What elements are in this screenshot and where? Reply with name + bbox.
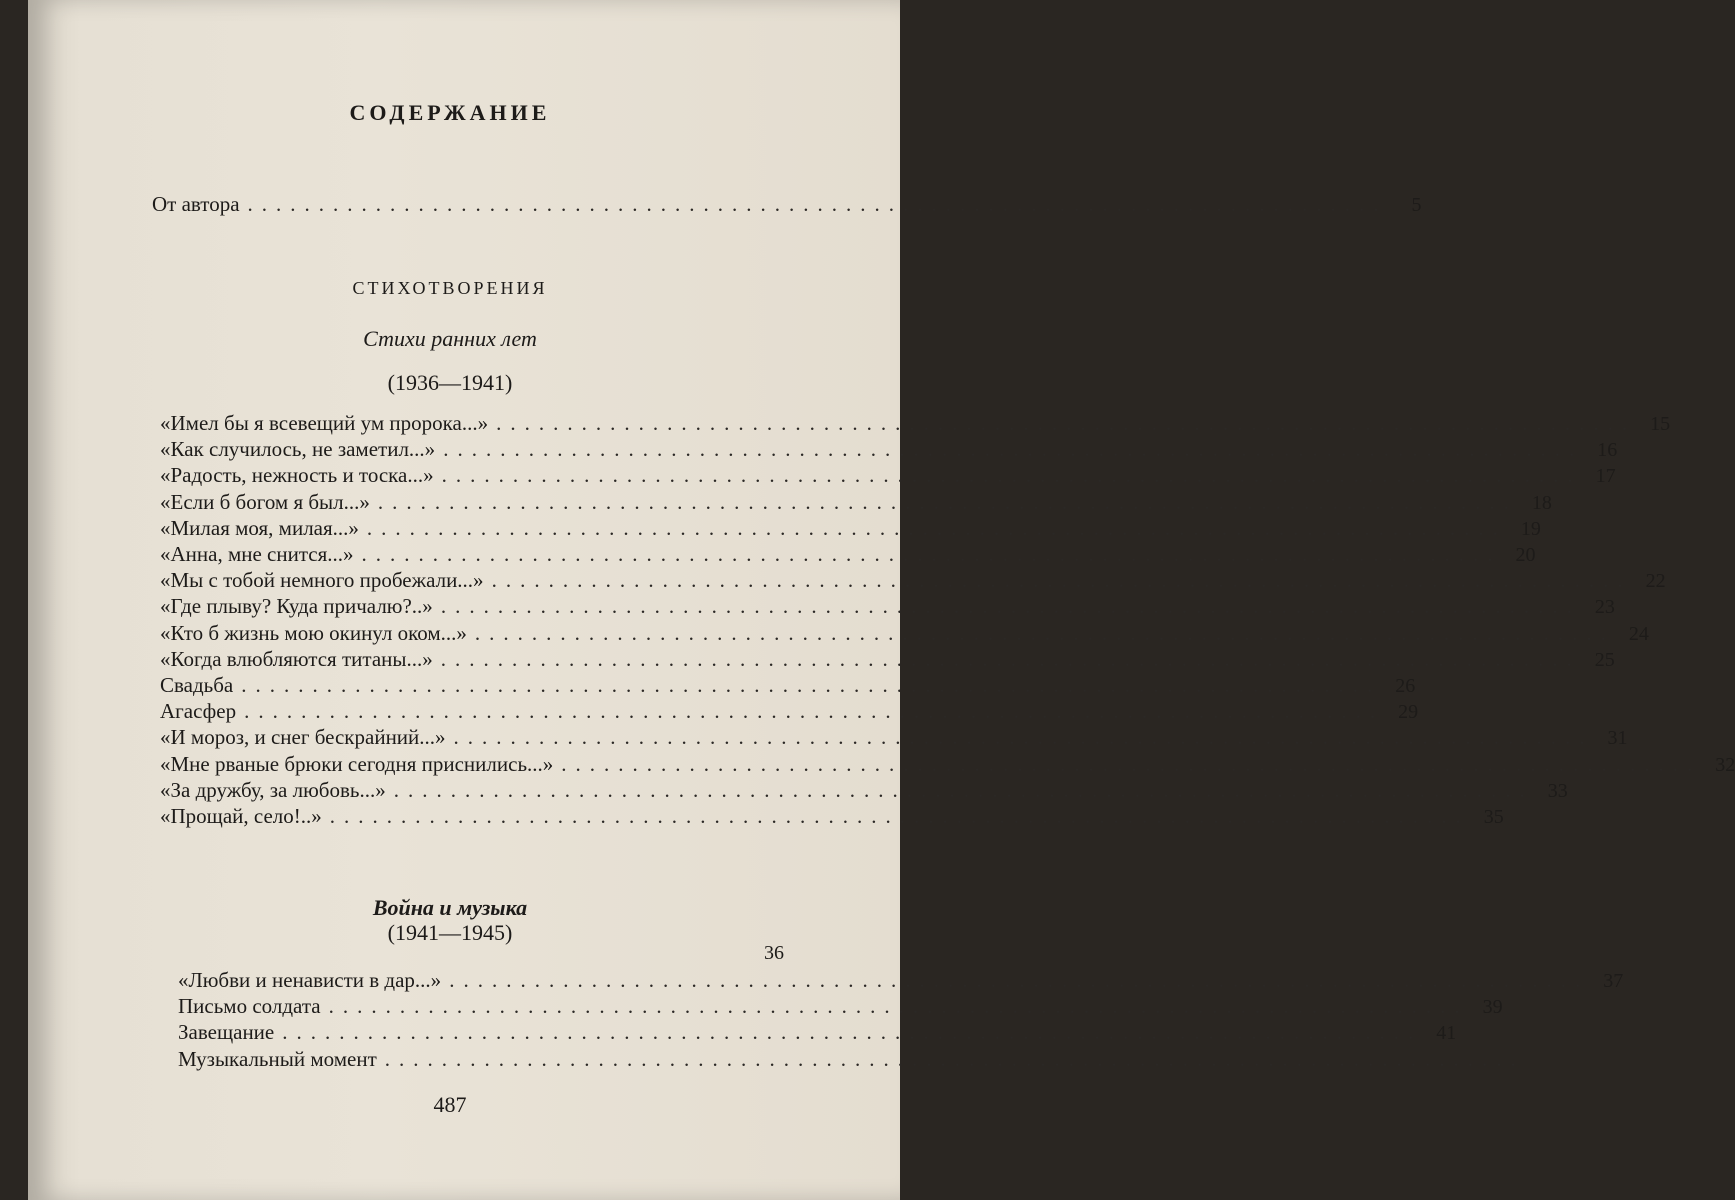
subsection-heading: Стихи ранних лет (363, 326, 537, 351)
toc-entry (160, 777, 1568, 804)
leader-dots: ................................................................................ (474, 620, 1615, 645)
entry-page: 29 (1398, 701, 1419, 724)
toc-entry (178, 1020, 1457, 1046)
entry-label: Свадьба (160, 673, 234, 697)
toc-entry (160, 542, 1536, 568)
entry-page: 35 (1483, 806, 1504, 828)
entry-label: «Имел бы я всевещий ум пророка...» (160, 411, 489, 435)
leader-dots: ................................................................................ (561, 751, 1702, 776)
leader-dots: ................................................................................ (247, 192, 1388, 216)
leader-dots: ................................................................................ (453, 725, 1594, 750)
toc-entry (160, 515, 1541, 542)
entry-page: 19 (1520, 517, 1541, 540)
leader-dots: ................................................................................ (329, 804, 1470, 828)
leader-dots: ................................................................................ (441, 463, 1582, 488)
leader-dots: ................................................................................ (241, 673, 1382, 697)
entry-label: «Милая моя, милая...» (160, 515, 359, 540)
entry-page: 39 (1482, 996, 1503, 1019)
entry-label: «Как случилось, не заметил...» (160, 437, 436, 462)
leader-dots: ................................................................................ (377, 489, 1518, 514)
stray-page-number (760, 942, 784, 968)
entry-page: 15 (1650, 413, 1671, 435)
subsection-years: (1936—1941) (387, 370, 513, 395)
toc-entry (160, 463, 1616, 489)
toc-entry (178, 1046, 1525, 1073)
toc-entry (178, 994, 1503, 1020)
toc-entry (160, 673, 1416, 699)
entry-label: «Мне рваные брюки сегодня приснились...» (160, 751, 554, 776)
entry-label: «Любви и ненависти в дар...» (178, 968, 442, 992)
entry-label: Агасфер (160, 699, 237, 724)
leader-dots: ................................................................................ (361, 542, 1502, 566)
entry-page: 36 (764, 942, 784, 964)
leader-dots: ................................................................................ (440, 594, 1581, 619)
leader-dots: ................................................................................ (449, 968, 1590, 992)
toc-title: СОДЕРЖАНИЕ (349, 100, 551, 125)
entry-page: 22 (1645, 570, 1666, 593)
entry-page: 20 (1515, 544, 1536, 566)
page-number: 487 (433, 1092, 467, 1117)
toc-entry (160, 568, 1666, 594)
leader-dots: ................................................................................ (491, 568, 1632, 593)
entry-page: 25 (1594, 648, 1615, 671)
entry-page: 37 (1603, 970, 1624, 992)
entry-label: От автора (152, 192, 240, 216)
leader-dots: ................................................................................ (496, 411, 1637, 435)
subsection-heading: Война и музыка (372, 895, 528, 920)
entry-label: «Где плыву? Куда причалю?..» (160, 594, 433, 619)
entry-page: 24 (1628, 622, 1649, 645)
entry-label: «Кто б жизнь мою окинул оком...» (160, 620, 467, 645)
entry-label: «Радость, нежность и тоска...» (160, 463, 434, 488)
leader-dots: ................................................................................ (328, 994, 1469, 1019)
toc-entry (160, 699, 1419, 725)
entry-page: 16 (1597, 439, 1618, 462)
toc-entry (178, 968, 1624, 994)
entry-label: «И мороз, и снег бескрайний...» (160, 725, 446, 750)
entry-page: 5 (1411, 194, 1422, 216)
toc-entry (160, 725, 1628, 751)
toc-entry (160, 646, 1615, 673)
entry-page: 18 (1531, 491, 1552, 514)
entry-page: 32 (1715, 753, 1735, 776)
toc-entry (160, 620, 1649, 647)
entry-page: 41 (1436, 1022, 1457, 1045)
entry-page: 17 (1595, 465, 1616, 488)
entry-label: «Если б богом я был...» (160, 489, 370, 514)
entry-label: «Когда влюбляются титаны...» (160, 646, 433, 671)
leader-dots: ................................................................................ (384, 1046, 1525, 1071)
leader-dots: ................................................................................ (443, 437, 1584, 462)
leader-dots: ................................................................................ (393, 777, 1534, 802)
entry-page: 23 (1594, 596, 1615, 619)
toc-entry (160, 411, 1671, 437)
entry-label: «Прощай, село!..» (160, 804, 322, 828)
toc-entry (160, 751, 1735, 778)
entry-label: Завещание (178, 1020, 275, 1045)
leader-dots: ................................................................................ (440, 646, 1581, 671)
toc-entry-from-author (152, 192, 1422, 218)
toc-entry (160, 489, 1552, 516)
entry-page: 33 (1547, 779, 1568, 802)
toc-entry (160, 804, 1504, 830)
entry-label: «За дружбу, за любовь...» (160, 777, 386, 802)
leader-dots: ................................................................................ (244, 699, 1385, 724)
subsection-years: (1941—1945) (387, 920, 513, 945)
toc-entry (160, 437, 1618, 463)
entry-page: 31 (1607, 727, 1628, 750)
entry-label: «Мы с тобой немного пробежали...» (160, 568, 484, 593)
entry-label: Письмо солдата (178, 994, 321, 1019)
entry-label: «Анна, мне снится...» (160, 542, 354, 566)
toc-entry (160, 594, 1615, 620)
leader-dots: ................................................................................ (282, 1020, 1423, 1045)
entry-page: 26 (1395, 675, 1416, 697)
section-heading: СТИХОТВОРЕНИЯ (352, 278, 548, 298)
leader-dots: ................................................................................ (366, 515, 1507, 540)
entry-label: Музыкальный момент (178, 1046, 377, 1071)
